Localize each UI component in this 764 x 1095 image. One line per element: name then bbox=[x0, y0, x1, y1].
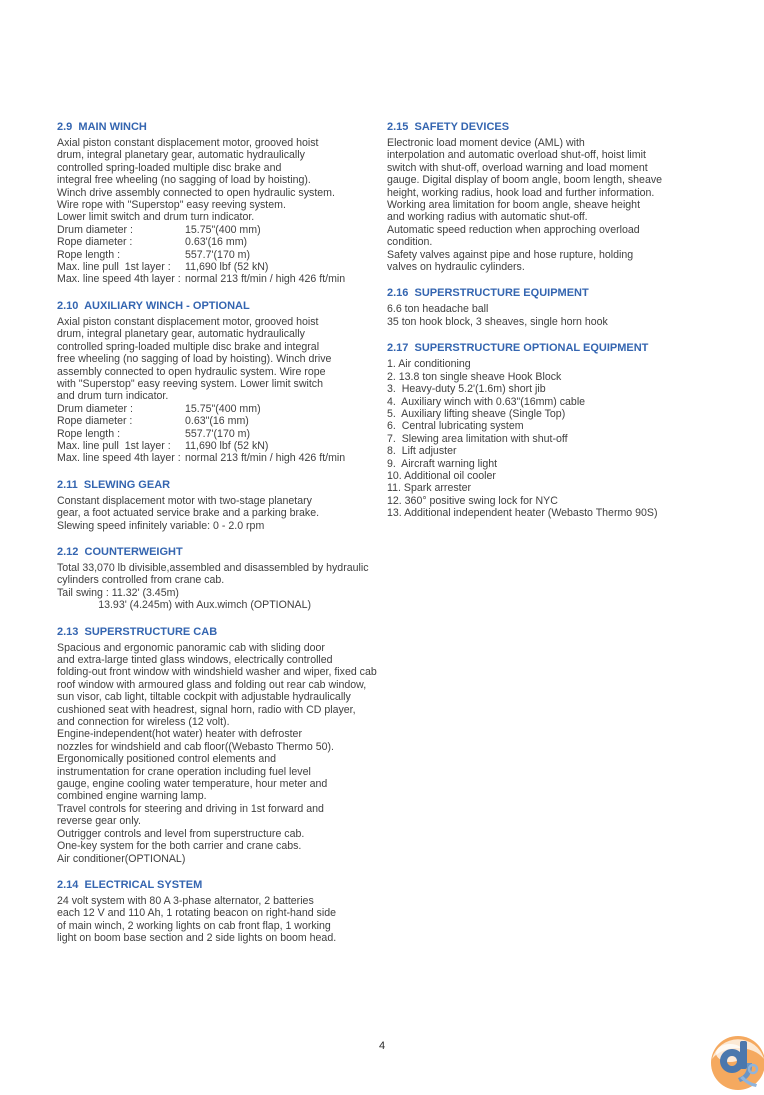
text-line: cushioned seat with headrest, signal horn, radio with CD player, bbox=[57, 703, 356, 716]
text-line: 35 ton hook block, 3 sheaves, single horn hook bbox=[387, 315, 608, 328]
text-line: 11. Spark arrester bbox=[387, 482, 471, 495]
section-heading-2-15: 2.15 SAFETY DEVICES bbox=[387, 121, 510, 133]
text-line: Automatic speed reduction when approching overload bbox=[387, 223, 640, 236]
spec-value: 0.63'(16 mm) bbox=[185, 236, 248, 249]
section-2-15 bbox=[387, 121, 732, 273]
text-line: reverse gear only. bbox=[57, 815, 142, 828]
text-line: drum, integral planetary gear, automatic hydraulically bbox=[57, 149, 305, 162]
text-line: switch with shut-off, overload warning and load moment bbox=[387, 161, 648, 174]
text-line: 12. 360° positive swing lock for NYC bbox=[387, 494, 558, 507]
text-line: integral free wheeling (no sagging of load by hoisting). bbox=[57, 174, 311, 187]
text-line: 3. Heavy-duty 5.2'(1.6m) short jib bbox=[387, 383, 546, 396]
text-line: 1. Air conditioning bbox=[387, 358, 471, 371]
text-line: Safety valves against pipe and hose rupture, holding bbox=[387, 248, 634, 261]
section-2-9 bbox=[57, 121, 391, 286]
text-line: 4. Auxiliary winch with 0.63"(16mm) cable bbox=[387, 395, 586, 408]
section-2-11 bbox=[57, 479, 391, 532]
text-line: combined engine warning lamp. bbox=[57, 790, 207, 803]
section-heading-2-9: 2.9 MAIN WINCH bbox=[57, 121, 147, 133]
text-line: of main winch, 2 working lights on cab front flap, 1 working bbox=[57, 919, 331, 932]
text-line: One-key system for the both carrier and crane cabs. bbox=[57, 840, 302, 853]
text-line: valves on hydraulic cylinders. bbox=[387, 261, 525, 274]
spec-value: normal 213 ft/min / high 426 ft/min bbox=[185, 273, 346, 286]
text-line: Air conditioner(OPTIONAL) bbox=[57, 852, 186, 865]
spec-value: 11,690 lbf (52 kN) bbox=[185, 261, 269, 274]
spec-row bbox=[57, 403, 391, 415]
text-line: assembly connected to open hydraulic system. Wire rope bbox=[57, 365, 326, 378]
text-line: Engine-independent(hot water) heater with defroster bbox=[57, 728, 302, 741]
text-line: Constant displacement motor with two-stage planetary bbox=[57, 494, 312, 507]
spec-row bbox=[57, 236, 391, 248]
text-line: Lower limit switch and drum turn indicator. bbox=[57, 211, 255, 224]
spec-label: Max. line speed 4th layer : bbox=[57, 273, 181, 286]
spec-value: 557.7'(170 m) bbox=[185, 427, 251, 440]
text-line: light on boom base section and 2 side lights on boom head. bbox=[57, 932, 337, 945]
crane-network-logo-icon bbox=[706, 1031, 764, 1095]
text-line: nozzles for windshield and cab floor((Webasto Thermo 50). bbox=[57, 740, 334, 753]
text-line: Travel controls for steering and driving in 1st forward and bbox=[57, 802, 324, 815]
text-line: drum, integral planetary gear, automatic hydraulically bbox=[57, 328, 305, 341]
spec-label: Rope diameter : bbox=[57, 415, 133, 428]
spec-row bbox=[57, 428, 391, 440]
text-line: Ergonomically positioned control elements and bbox=[57, 753, 277, 766]
text-line: 6. Central lubricating system bbox=[387, 420, 524, 433]
text-line: 8. Lift adjuster bbox=[387, 445, 457, 458]
text-line: and working radius with automatic shut-off. bbox=[387, 211, 588, 224]
spec-value: 15.75"(400 mm) bbox=[185, 223, 261, 236]
text-line: instrumentation for crane operation including fuel level bbox=[57, 765, 311, 778]
page-number: 4 bbox=[378, 1040, 386, 1052]
text-line: Axial piston constant displacement motor, grooved hoist bbox=[57, 137, 319, 149]
spec-row bbox=[57, 261, 391, 273]
spec-label: Rope length : bbox=[57, 427, 121, 440]
text-line: Outrigger controls and level from superstructure cab. bbox=[57, 827, 305, 840]
text-line: gauge. Digital display of boom angle, boom length, sheave bbox=[387, 174, 663, 187]
spec-label: Drum diameter : bbox=[57, 223, 133, 236]
text-line: controlled spring-loaded multiple disc brake and bbox=[57, 161, 282, 174]
section-2-10 bbox=[57, 300, 391, 465]
text-line: and extra-large tinted glass windows, electrically controlled bbox=[57, 654, 333, 666]
section-heading-2-12: 2.12 COUNTERWEIGHT bbox=[57, 545, 183, 558]
text-line: Axial piston constant displacement motor, grooved hoist bbox=[57, 315, 319, 328]
spec-label: Rope diameter : bbox=[57, 236, 133, 249]
text-line: 5. Auxiliary lifting sheave (Single Top) bbox=[387, 407, 566, 420]
text-line: cylinders controlled from crane cab. bbox=[57, 574, 225, 587]
section-2-16 bbox=[387, 287, 732, 328]
section-heading-2-16: 2.16 SUPERSTRUCTURE EQUIPMENT bbox=[387, 287, 589, 300]
text-line: condition. bbox=[387, 236, 433, 249]
text-line: Slewing speed infinitely variable: 0 - 2.0 rpm bbox=[57, 519, 265, 532]
text-line: 9. Aircraft warning light bbox=[387, 457, 498, 470]
section-2-13 bbox=[57, 626, 391, 865]
text-line: 2. 13.8 ton single sheave Hook Block bbox=[387, 370, 562, 383]
text-line: and connection for wireless (12 volt). bbox=[57, 716, 230, 729]
text-line: free wheeling (no sagging of load by hoisting). Winch drive bbox=[57, 353, 332, 366]
text-line: 6.6 ton headache ball bbox=[387, 303, 489, 316]
text-line: Wire rope with "Superstop" easy reeving system. bbox=[57, 199, 286, 212]
section-heading-2-13: 2.13 SUPERSTRUCTURE CAB bbox=[57, 625, 218, 638]
spec-row bbox=[57, 224, 391, 236]
section-heading-2-11: 2.11 SLEWING GEAR bbox=[57, 478, 171, 491]
section-2-12 bbox=[57, 546, 391, 612]
section-heading-2-17: 2.17 SUPERSTRUCTURE OPTIONAL EQUIPMENT bbox=[387, 342, 649, 355]
text-line: roof window with armoured glass and folding out rear cab window, bbox=[57, 678, 367, 691]
spec-value: 11,690 lbf (52 kN) bbox=[185, 439, 269, 452]
spec-label: Rope length : bbox=[57, 248, 121, 261]
spec-label: Drum diameter : bbox=[57, 402, 133, 415]
text-line: Tail swing : 11.32' (3.45m) bbox=[57, 586, 179, 599]
text-line: gauge, engine cooling water temperature, hour meter and bbox=[57, 778, 328, 791]
spec-value: 0.63"(16 mm) bbox=[185, 415, 249, 428]
spec-row bbox=[57, 273, 391, 285]
spec-label: Max. line speed 4th layer : bbox=[57, 452, 181, 465]
spec-row bbox=[57, 249, 391, 261]
spec-value: 557.7'(170 m) bbox=[185, 248, 251, 261]
section-2-17 bbox=[387, 342, 732, 519]
spec-row bbox=[57, 440, 391, 452]
text-line: with "Superstop" easy reeving system. Lower limit switch bbox=[57, 377, 323, 390]
spec-row bbox=[57, 415, 391, 427]
text-line: 13.93' (4.245m) with Aux.wimch (OPTIONAL) bbox=[57, 599, 311, 612]
section-2-14 bbox=[57, 879, 391, 945]
spec-label: Max. line pull 1st layer : bbox=[57, 439, 171, 452]
text-line: Total 33,070 lb divisible,assembled and disassembled by hydraulic bbox=[57, 561, 369, 574]
text-line: Working area limitation for boom angle, sheave height bbox=[387, 199, 641, 212]
column-left bbox=[57, 121, 391, 959]
text-line: height, working radius, hook load and further information. bbox=[387, 186, 655, 199]
section-heading-2-10: 2.10 AUXILIARY WINCH - OPTIONAL bbox=[57, 299, 250, 312]
text-line: Spacious and ergonomic panoramic cab with sliding door bbox=[57, 641, 325, 654]
text-line: folding-out front window with windshield washer and wiper, fixed cab bbox=[57, 666, 377, 679]
text-line: Electronic load moment device (AML) with bbox=[387, 137, 585, 149]
text-line: interpolation and automatic overload shut-off, hoist limit bbox=[387, 149, 646, 162]
spec-label: Max. line pull 1st layer : bbox=[57, 261, 171, 274]
text-line: 13. Additional independent heater (Webasto Thermo 90S) bbox=[387, 507, 658, 520]
section-heading-2-14: 2.14 ELECTRICAL SYSTEM bbox=[57, 878, 203, 891]
text-line: 10. Additional oil cooler bbox=[387, 469, 496, 482]
text-line: Winch drive assembly connected to open hydraulic system. bbox=[57, 186, 335, 199]
text-line: each 12 V and 110 Ah, 1 rotating beacon on right-hand side bbox=[57, 907, 336, 920]
text-line: controlled spring-loaded multiple disc brake and integral bbox=[57, 340, 320, 353]
spec-value: 15.75"(400 mm) bbox=[185, 402, 261, 415]
text-line: gear, a foot actuated service brake and a parking brake. bbox=[57, 507, 320, 520]
text-line: 24 volt system with 80 A 3-phase alternator, 2 batteries bbox=[57, 894, 314, 907]
text-line: and drum turn indicator. bbox=[57, 390, 169, 403]
text-line: sun visor, cab light, tiltable cockpit with adjustable hydraulically bbox=[57, 691, 351, 704]
spec-row bbox=[57, 452, 391, 464]
column-right bbox=[387, 121, 732, 534]
spec-value: normal 213 ft/min / high 426 ft/min bbox=[185, 452, 346, 465]
text-line: 7. Slewing area limitation with shut-off bbox=[387, 432, 568, 445]
